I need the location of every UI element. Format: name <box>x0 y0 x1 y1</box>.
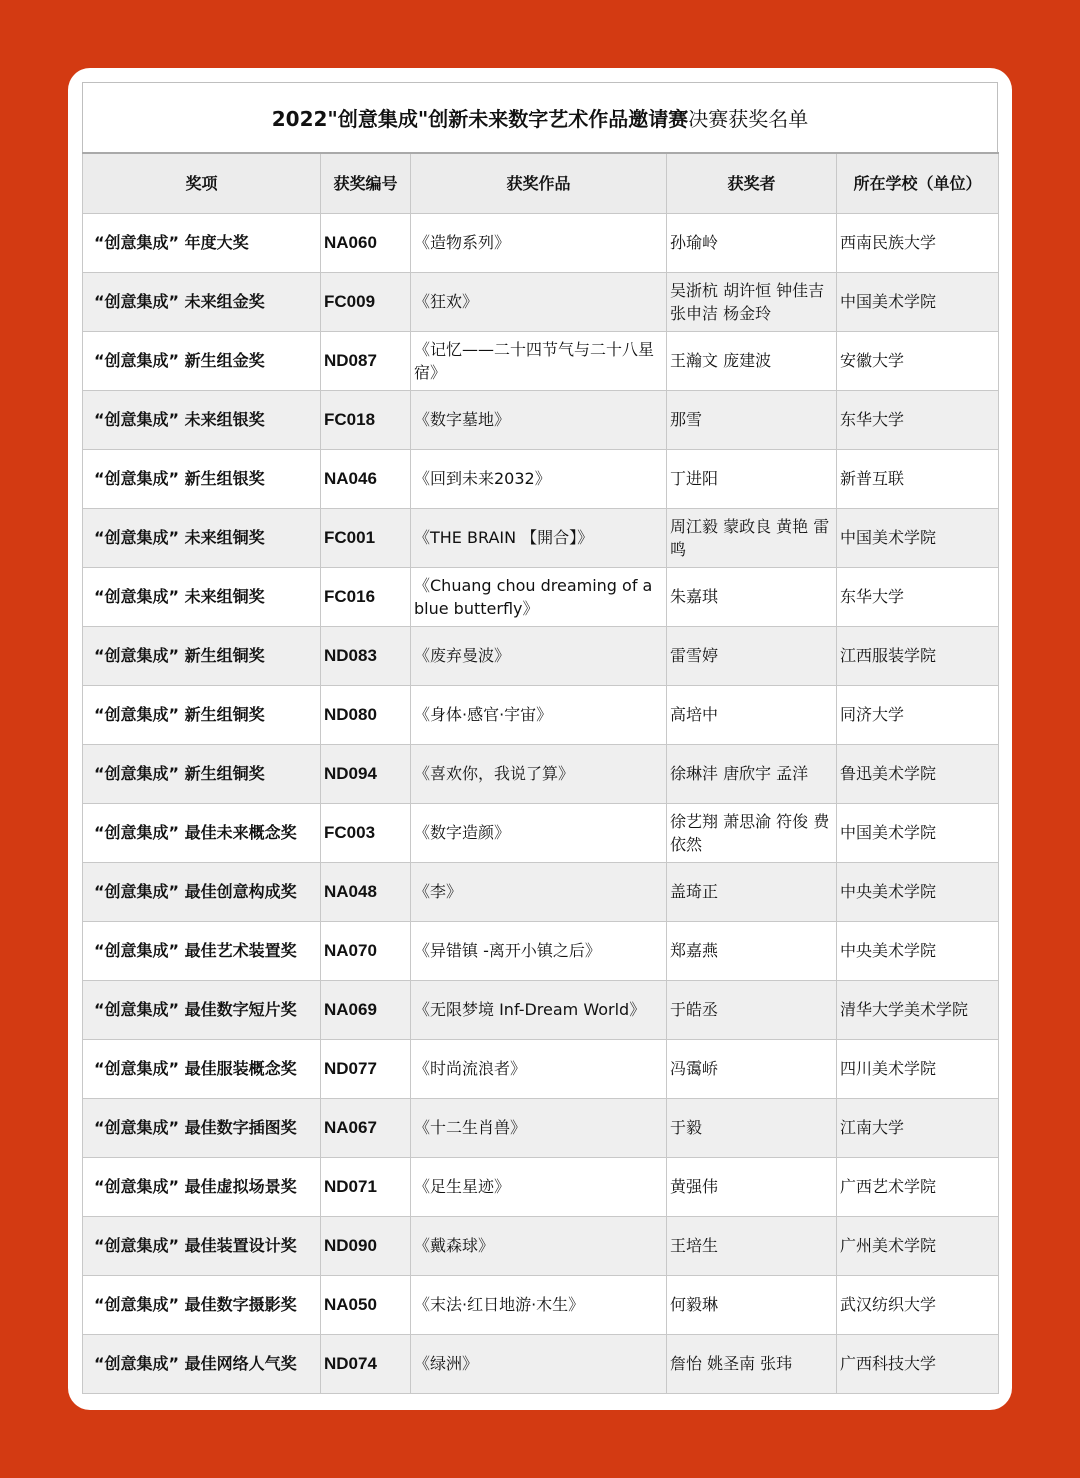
table-row <box>83 508 999 567</box>
table-row <box>83 744 999 803</box>
award-cell: “创意集成” 最佳网络人气奖 <box>83 1334 321 1393</box>
work-cell: 《戴森球》 <box>411 1216 667 1275</box>
school-cell: 东华大学 <box>837 390 999 449</box>
award-cell: “创意集成” 最佳服装概念奖 <box>83 1039 321 1098</box>
table-row <box>83 1039 999 1098</box>
school-cell: 安徽大学 <box>837 331 999 390</box>
award-cell: “创意集成” 未来组铜奖 <box>83 567 321 626</box>
code-cell: ND077 <box>321 1039 411 1098</box>
school-cell: 江西服装学院 <box>837 626 999 685</box>
school-cell: 中央美术学院 <box>837 862 999 921</box>
header-work: 获奖作品 <box>411 153 667 213</box>
school-cell: 中央美术学院 <box>837 921 999 980</box>
table-row <box>83 803 999 862</box>
table-row <box>83 1275 999 1334</box>
code-cell: NA067 <box>321 1098 411 1157</box>
table-body <box>83 213 999 1393</box>
code-cell: ND074 <box>321 1334 411 1393</box>
school-cell: 西南民族大学 <box>837 213 999 272</box>
header-winner: 获奖者 <box>667 153 837 213</box>
work-cell: 《绿洲》 <box>411 1334 667 1393</box>
code-cell: FC003 <box>321 803 411 862</box>
winner-cell: 盖琦正 <box>667 862 837 921</box>
work-cell: 《造物系列》 <box>411 213 667 272</box>
code-cell: NA070 <box>321 921 411 980</box>
winner-cell: 王培生 <box>667 1216 837 1275</box>
code-cell: ND071 <box>321 1157 411 1216</box>
winner-cell: 吴浙杭 胡许恒 钟佳吉 张申洁 杨金玲 <box>667 272 837 331</box>
header-award: 奖项 <box>83 153 321 213</box>
school-cell: 新普互联 <box>837 449 999 508</box>
code-cell: FC001 <box>321 508 411 567</box>
code-cell: NA069 <box>321 980 411 1039</box>
table-row <box>83 272 999 331</box>
school-cell: 广西艺术学院 <box>837 1157 999 1216</box>
school-cell: 广州美术学院 <box>837 1216 999 1275</box>
work-cell: 《身体·感官·宇宙》 <box>411 685 667 744</box>
work-cell: 《李》 <box>411 862 667 921</box>
code-cell: FC018 <box>321 390 411 449</box>
winner-cell: 丁进阳 <box>667 449 837 508</box>
table-row <box>83 567 999 626</box>
code-cell: FC009 <box>321 272 411 331</box>
code-cell: ND087 <box>321 331 411 390</box>
winner-cell: 雷雪婷 <box>667 626 837 685</box>
work-cell: 《Chuang chou dreaming of a blue butterfly》 <box>411 567 667 626</box>
winner-cell: 于皓丞 <box>667 980 837 1039</box>
school-cell: 四川美术学院 <box>837 1039 999 1098</box>
table-row <box>83 331 999 390</box>
table-row <box>83 213 999 272</box>
code-cell: NA060 <box>321 213 411 272</box>
code-cell: ND080 <box>321 685 411 744</box>
award-cell: “创意集成” 新生组铜奖 <box>83 626 321 685</box>
winner-cell: 徐琳沣 唐欣宇 孟洋 <box>667 744 837 803</box>
award-sheet <box>82 82 998 1394</box>
table-row <box>83 1216 999 1275</box>
award-table <box>82 152 999 1394</box>
award-cell: “创意集成” 最佳艺术装置奖 <box>83 921 321 980</box>
sheet-title <box>82 82 998 152</box>
work-cell: 《数字造颜》 <box>411 803 667 862</box>
table-row <box>83 449 999 508</box>
award-cell: “创意集成” 最佳未来概念奖 <box>83 803 321 862</box>
work-cell: 《无限梦境 Inf-Dream World》 <box>411 980 667 1039</box>
table-row <box>83 390 999 449</box>
table-row <box>83 980 999 1039</box>
winner-cell: 詹怡 姚圣南 张玮 <box>667 1334 837 1393</box>
table-row <box>83 1098 999 1157</box>
code-cell: ND094 <box>321 744 411 803</box>
award-cell: “创意集成” 最佳数字摄影奖 <box>83 1275 321 1334</box>
work-cell: 《末法·红日地游·木生》 <box>411 1275 667 1334</box>
award-cell: “创意集成” 未来组银奖 <box>83 390 321 449</box>
work-cell: 《记忆——二十四节气与二十八星宿》 <box>411 331 667 390</box>
award-cell: “创意集成” 最佳创意构成奖 <box>83 862 321 921</box>
work-cell: 《足生星迹》 <box>411 1157 667 1216</box>
code-cell: NA048 <box>321 862 411 921</box>
school-cell: 中国美术学院 <box>837 803 999 862</box>
work-cell: 《数字墓地》 <box>411 390 667 449</box>
award-cell: “创意集成” 年度大奖 <box>83 213 321 272</box>
school-cell: 江南大学 <box>837 1098 999 1157</box>
winner-cell: 那雪 <box>667 390 837 449</box>
code-cell: FC016 <box>321 567 411 626</box>
table-row <box>83 626 999 685</box>
work-cell: 《十二生肖兽》 <box>411 1098 667 1157</box>
school-cell: 广西科技大学 <box>837 1334 999 1393</box>
table-row <box>83 921 999 980</box>
award-cell: “创意集成” 最佳装置设计奖 <box>83 1216 321 1275</box>
code-cell: NA046 <box>321 449 411 508</box>
school-cell: 中国美术学院 <box>837 272 999 331</box>
header-code: 获奖编号 <box>321 153 411 213</box>
work-cell: 《废弃曼波》 <box>411 626 667 685</box>
work-cell: 《异错镇 -离开小镇之后》 <box>411 921 667 980</box>
table-row <box>83 1334 999 1393</box>
code-cell: ND083 <box>321 626 411 685</box>
school-cell: 武汉纺织大学 <box>837 1275 999 1334</box>
winner-cell: 朱嘉琪 <box>667 567 837 626</box>
work-cell: 《喜欢你，我说了算》 <box>411 744 667 803</box>
winner-cell: 周江毅 蒙政良 黄艳 雷鸣 <box>667 508 837 567</box>
award-cell: “创意集成” 最佳虚拟场景奖 <box>83 1157 321 1216</box>
award-cell: “创意集成” 新生组铜奖 <box>83 685 321 744</box>
table-row <box>83 1157 999 1216</box>
award-cell: “创意集成” 未来组金奖 <box>83 272 321 331</box>
work-cell: 《THE BRAIN 【開合】》 <box>411 508 667 567</box>
work-cell: 《回到未来2032》 <box>411 449 667 508</box>
winner-cell: 王瀚文 庞建波 <box>667 331 837 390</box>
winner-cell: 徐艺翔 萧思渝 符俊 费依然 <box>667 803 837 862</box>
header-row <box>83 153 999 213</box>
title-bold-part: 2022"创意集成"创新未来数字艺术作品邀请赛 <box>271 107 689 131</box>
school-cell: 清华大学美术学院 <box>837 980 999 1039</box>
code-cell: NA050 <box>321 1275 411 1334</box>
award-cell: “创意集成” 最佳数字短片奖 <box>83 980 321 1039</box>
winner-cell: 冯霭峤 <box>667 1039 837 1098</box>
school-cell: 同济大学 <box>837 685 999 744</box>
winner-cell: 于毅 <box>667 1098 837 1157</box>
winner-cell: 郑嘉燕 <box>667 921 837 980</box>
award-cell: “创意集成” 新生组铜奖 <box>83 744 321 803</box>
winner-cell: 何毅琳 <box>667 1275 837 1334</box>
title-normal-part: 决赛获奖名单 <box>688 107 809 131</box>
table-row <box>83 862 999 921</box>
table-row <box>83 685 999 744</box>
award-cell: “创意集成” 最佳数字插图奖 <box>83 1098 321 1157</box>
school-cell: 鲁迅美术学院 <box>837 744 999 803</box>
header-school: 所在学校（单位） <box>837 153 999 213</box>
winner-cell: 高培中 <box>667 685 837 744</box>
work-cell: 《狂欢》 <box>411 272 667 331</box>
winner-cell: 孙瑜岭 <box>667 213 837 272</box>
award-cell: “创意集成” 新生组金奖 <box>83 331 321 390</box>
code-cell: ND090 <box>321 1216 411 1275</box>
award-cell: “创意集成” 新生组银奖 <box>83 449 321 508</box>
school-cell: 东华大学 <box>837 567 999 626</box>
school-cell: 中国美术学院 <box>837 508 999 567</box>
work-cell: 《时尚流浪者》 <box>411 1039 667 1098</box>
award-cell: “创意集成” 未来组铜奖 <box>83 508 321 567</box>
winner-cell: 黄强伟 <box>667 1157 837 1216</box>
